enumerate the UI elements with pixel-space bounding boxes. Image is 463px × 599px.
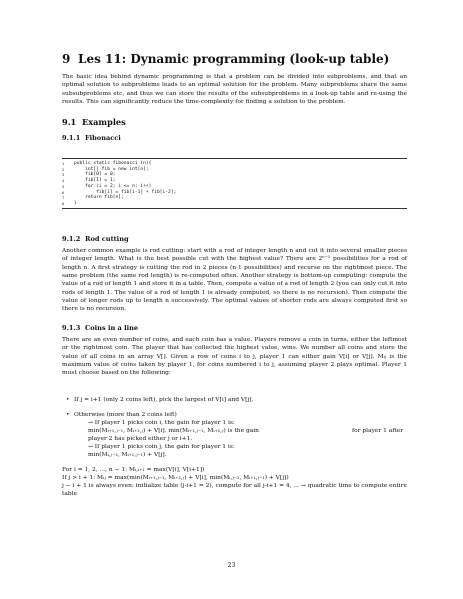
coins-number: 9.1.3 — [62, 324, 81, 332]
code-line — [62, 201, 407, 207]
code-line-text: fib[0] = 0; — [74, 172, 116, 178]
code-line-text: fib[1] = 1; — [74, 178, 116, 184]
code-line-number: 5 — [62, 183, 65, 189]
section-heading — [62, 52, 407, 66]
rod-paragraph: Another common example is rod cutting: start with a rod of integer length n and cut it into several smaller pieces of integer length. What is the best possible cut with the highest value? There are 2ⁿ⁻¹ possibilities for a rod of length n. A first strategy is cutting the rod in 2 pieces (n-1 possibilities) and recurse on the rightmost piece. The same problem (the same rod length) is re-computed often. Another strategy is bottom-up computing: compute the value of a rod of length 1 and store it in a table. Then, compute a value of a rod of length 2 (you can only cut it into rods of length 1. The value of a rod of length 1 is already computed, so there is no recursion). Then compute the value of longer rods up to length n successively. The optimal values of shorter rods are always computed first so there is no recursion. — [62, 248, 407, 313]
code-top-rule — [62, 158, 407, 159]
bullet-item — [66, 396, 407, 404]
code-line-number: 4 — [62, 178, 65, 184]
bullet-text: If j = i+1 (only 2 coins left), pick the largest of V[i] and V[j]. — [74, 397, 254, 403]
code-line-number: 2 — [62, 166, 65, 172]
code-line-text: return fib[n]; — [74, 195, 124, 201]
code-bottom-rule — [62, 208, 407, 209]
fibonacci-title: Fibonacci — [85, 134, 121, 142]
code-line-number: 7 — [62, 195, 65, 201]
rod-heading — [62, 235, 407, 243]
coins-paragraph: There are an even number of coins, and each coin has a value. Players remove a coin in turns, either the leftmost or the rightmost coin. The player that has collected the highest value, wins. We number all coins and store the value of all coins in an array V[]. Given a row of coins i to j, player 1 can either gain V[i] or V[j]. Mᵢⱼ is the maximum value of coins taken by player 1, for coins numbered i to j, assuming player 2 plays optimal. Player 1 must choose based on the following: — [62, 337, 407, 377]
code-line-number: 8 — [62, 200, 65, 206]
code-line-number: 6 — [62, 189, 65, 195]
bullet-text: Otherwise (more than 2 coins left) — [74, 412, 177, 418]
formula-continuation: player 2 has picked either j or i+1. — [88, 436, 193, 442]
complexity-paragraph: j − i + 1 is always even: initialize table (j-i+1 = 2), compute for all j-i+1 = 4, ... → quadratic time to compute entire table — [62, 483, 407, 498]
code-line-text: fib[i] = fib[i-1] + fib[i-2]; — [74, 189, 177, 195]
fibonacci-heading — [62, 134, 407, 142]
subsection-number: 9.1 — [62, 117, 77, 127]
coins-title: Coins in a line — [85, 324, 139, 332]
formula-line: min(Mᵢ,ⱼ₋₂, Mᵢ₊₁,ⱼ₋₁) + V[j]. — [88, 452, 167, 458]
bullet-dot-icon: • — [66, 412, 70, 418]
code-line-number: 1 — [62, 161, 65, 166]
intro-paragraph: The basic idea behind dynamic programming is that a problem can be divided into subproblems, and that an optimal solution to subproblems leads to an optimal solution for the problem. Many subproblems share the same subsubproblems etc, and thus we can store the results of the subsubproblems in a look-up table and re-using the results. This can significantly reduce the time-complexity for finding a solution to the problem. — [62, 74, 407, 106]
code-line-text: for (i = 2; i <= n; i++) — [74, 183, 152, 189]
page-number: 23 — [227, 562, 236, 569]
code-line-text: int[] fib = new int[n]; — [74, 166, 149, 172]
bullet-dot-icon: • — [66, 397, 70, 403]
section-title: Les 11: Dynamic programming (look-up table) — [78, 52, 390, 66]
code-line-text: } — [74, 200, 77, 206]
formula-line: min(Mᵢ₊₁,ⱼ₋₁, Mᵢ₊₂,ⱼ) + V[i]. min(Mᵢ₊₁,ⱼ₋₁, Mᵢ₊₂,ⱼ) is the gain — [88, 428, 259, 434]
arrow-line: → If player 1 picks coin i, the gain for player 1 is: — [88, 420, 235, 426]
code-line-number: 3 — [62, 172, 65, 178]
rod-number: 9.1.2 — [62, 235, 81, 243]
subsection-title: Examples — [82, 117, 126, 127]
section-number: 9 — [62, 52, 71, 66]
recurrence-line: If j > i + 1: Mᵢⱼ = max(min(Mᵢ₊₁,ⱼ₋₁, Mᵢ₊₂,ⱼ) + V[i], min(Mᵢ,ⱼ₋₂, Mᵢ₊₁,ⱼ₋₁) + V[j]) — [62, 475, 289, 481]
arrow-line: → If player 1 picks coin j, the gain for player 1 is: — [88, 444, 235, 450]
coins-heading — [62, 324, 407, 332]
subsection-heading — [62, 117, 407, 127]
code-line-text: public static fibonacci (n){ — [74, 161, 152, 166]
formula-line-tail: for player 1 after — [352, 428, 404, 434]
fibonacci-code-block — [62, 161, 407, 207]
fibonacci-number: 9.1.1 — [62, 134, 81, 142]
rod-title: Rod cutting — [85, 235, 129, 243]
recurrence-base-line: For i = 1, 2, ..., n − 1: Mᵢ,ᵢ₊₁ = max(V[i], V[i+1]) — [62, 467, 205, 473]
